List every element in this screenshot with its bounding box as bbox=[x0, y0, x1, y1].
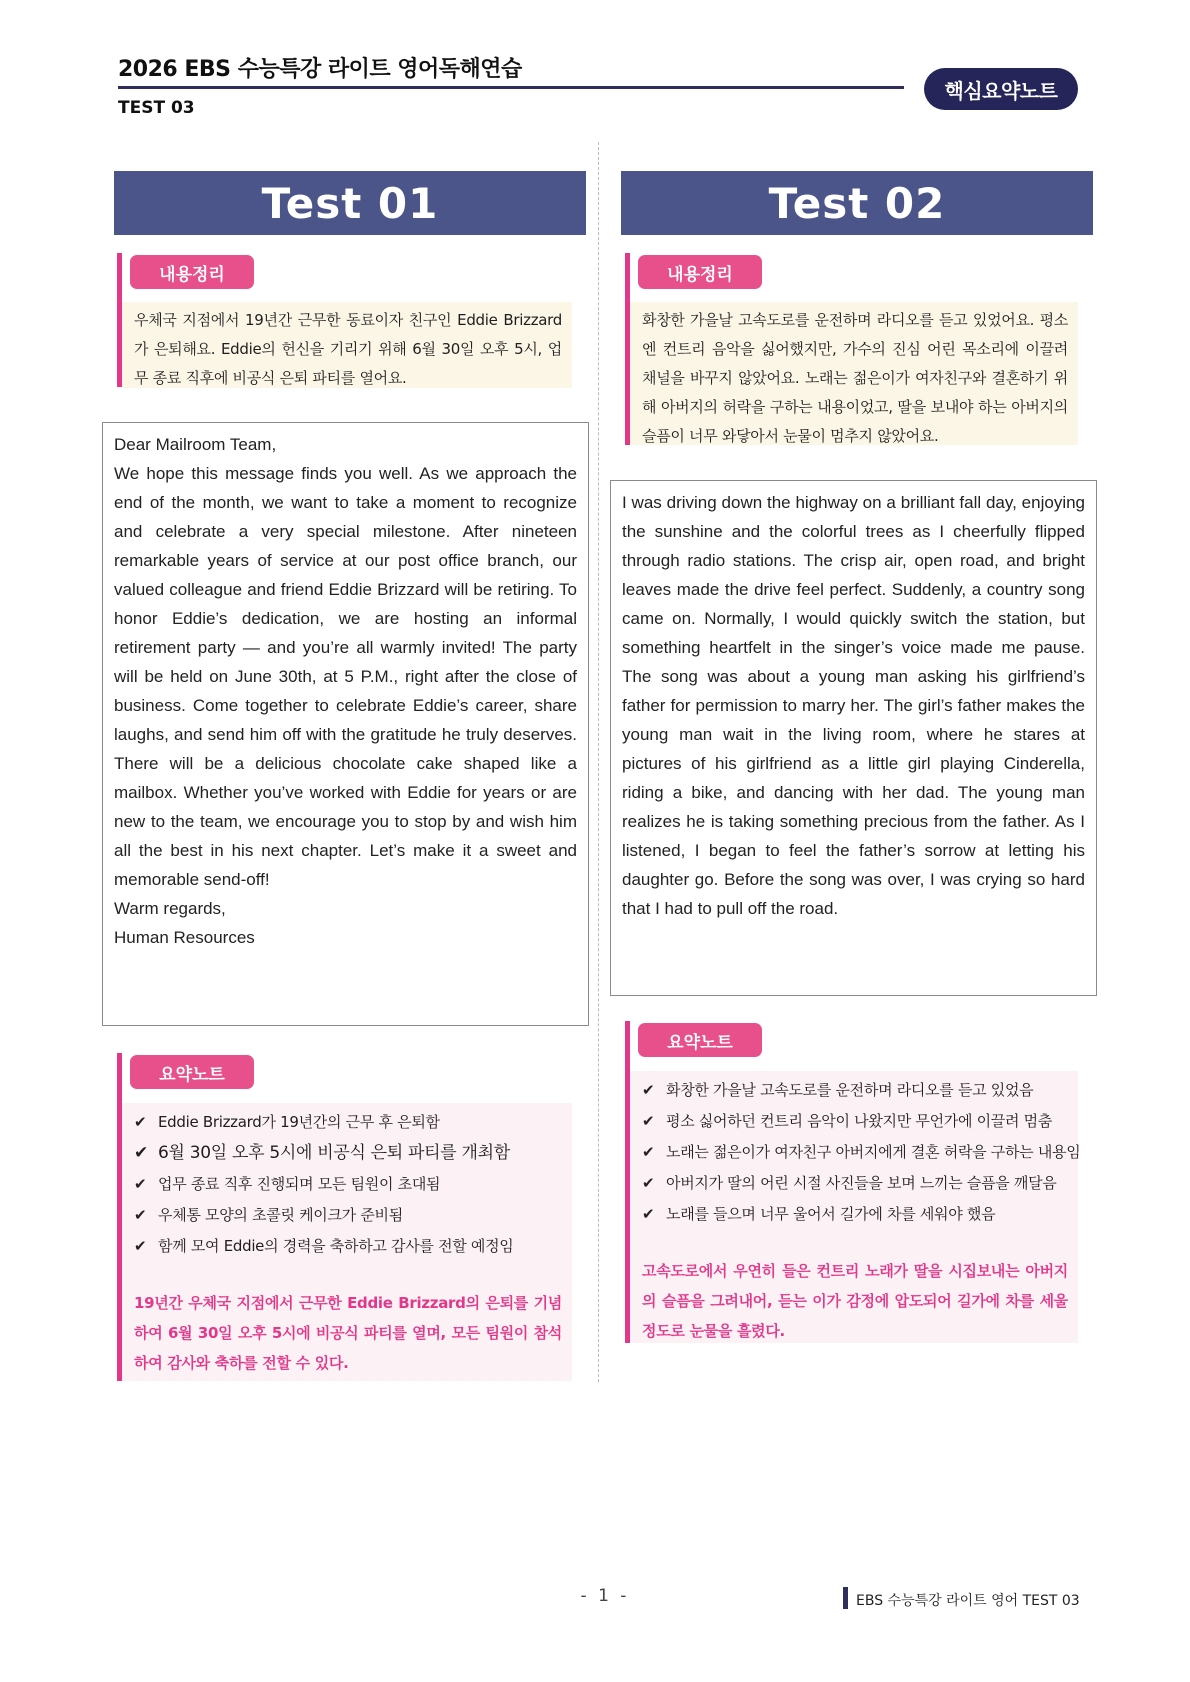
check-icon: ✔ bbox=[642, 1174, 655, 1192]
note-text: 노래를 들으며 너무 울어서 길가에 차를 세워야 했음 bbox=[666, 1205, 996, 1223]
note-item bbox=[134, 1231, 562, 1262]
summary-tag: 내용정리 bbox=[638, 255, 762, 289]
test-01-banner: Test 01 bbox=[114, 171, 586, 235]
check-icon: ✔ bbox=[134, 1237, 147, 1255]
note-summary: 19년간 우체국 지점에서 근무한 Eddie Brizzard의 은퇴를 기념하여 6월 30일 오후 5시에 비공식 파티를 열며, 모든 팀원이 참석하여 감사와 축하를 전할 수 있다. bbox=[134, 1294, 562, 1372]
note-text: 6월 30일 오후 5시에 비공식 은퇴 파티를 개최함 bbox=[158, 1143, 510, 1163]
note-tag: 요약노트 bbox=[638, 1023, 762, 1057]
check-icon: ✔ bbox=[134, 1206, 147, 1224]
note-text: 노래는 젊은이가 여자친구 아버지에게 결혼 허락을 구하는 내용임 bbox=[666, 1143, 1081, 1161]
letter-greeting: Dear Mailroom Team, bbox=[114, 435, 277, 454]
passage-test-01 bbox=[102, 422, 589, 1026]
document-title: 2026 EBS 수능특강 라이트 영어독해연습 bbox=[118, 57, 522, 82]
letter-closing: Warm regards, bbox=[114, 899, 226, 918]
column-divider bbox=[598, 142, 599, 1382]
note-text: 함께 모여 Eddie의 경력을 축하하고 감사를 전할 예정임 bbox=[158, 1237, 514, 1255]
summary-tag: 내용정리 bbox=[130, 255, 254, 289]
passage-body: I was driving down the highway on a brilliant fall day, enjoying the sunshine and the colorful trees as I cheerfully flipped through radio stations. The crisp air, open road, and bright leaves made the drive feel perfect. Suddenly, a country song came on. Normally, I would quickly switch the station, but something heartfelt in the singer’s voice made me pause. The song was about a young man asking his girlfriend’s father for permission to marry her. The girl’s father makes the young man wait in the living room, where he stares at pictures of his girlfriend as a little girl playing Cinderella, riding a bike, and dancing with her dad. The young man realizes he is taking something precious from the father. As I listened, I began to feel the father’s sorrow at letting his daughter go. Before the song was over, I was crying so hard that I had to pull off the road. bbox=[622, 493, 1085, 918]
passage-test-02 bbox=[610, 480, 1097, 996]
check-icon: ✔ bbox=[642, 1143, 655, 1161]
check-icon: ✔ bbox=[134, 1143, 148, 1163]
summary-note-box bbox=[630, 1071, 1081, 1343]
check-icon: ✔ bbox=[642, 1081, 655, 1099]
note-item bbox=[642, 1106, 1068, 1137]
note-item bbox=[642, 1075, 1068, 1106]
summary-note-box bbox=[122, 1103, 572, 1381]
test-02-banner: Test 02 bbox=[621, 171, 1093, 235]
note-item bbox=[134, 1169, 562, 1200]
note-text: 평소 싫어하던 컨트리 음악이 나왔지만 무언가에 이끌려 멈춤 bbox=[666, 1112, 1053, 1130]
content-summary: 화창한 가을날 고속도로를 운전하며 라디오를 듣고 있었어요. 평소엔 컨트리 음악을 싫어했지만, 가수의 진심 어린 목소리에 이끌려 채널을 바꾸지 않았어요. 노래는 젊은이가 여자친구와 결혼하기 위해 아버지의 허락을 구하는 내용이었고, 딸을 보내야 하는 아버지의 슬픔이 너무 와닿아서 눈물이 멈추지 않았어요. bbox=[630, 302, 1078, 445]
note-text: Eddie Brizzard가 19년간의 근무 후 은퇴함 bbox=[158, 1113, 440, 1131]
check-icon: ✔ bbox=[642, 1112, 655, 1130]
note-item bbox=[134, 1200, 562, 1231]
section-badge: 핵심요약노트 bbox=[924, 68, 1078, 110]
note-item bbox=[134, 1107, 562, 1138]
page-number: - 1 - bbox=[580, 1586, 630, 1606]
content-summary: 우체국 지점에서 19년간 근무한 동료이자 친구인 Eddie Brizzard가 은퇴해요. Eddie의 헌신을 기리기 위해 6월 30일 오후 5시, 업무 종료 직후에 비공식 은퇴 파티를 열어요. bbox=[122, 302, 572, 388]
footer-text: EBS 수능특강 라이트 영어 TEST 03 bbox=[856, 1593, 1080, 1609]
check-icon: ✔ bbox=[134, 1175, 147, 1193]
test-label: TEST 03 bbox=[118, 98, 195, 118]
note-text: 화창한 가을날 고속도로를 운전하며 라디오를 듣고 있었음 bbox=[666, 1081, 1034, 1099]
letter-signature: Human Resources bbox=[114, 928, 255, 947]
note-item bbox=[642, 1168, 1068, 1199]
header-rule bbox=[118, 86, 904, 89]
letter-body: We hope this message finds you well. As we approach the end of the month, we want to take a moment to recognize and celebrate a very special milestone. After nineteen remarkable years of service at our post office branch, our valued colleague and friend Eddie Brizzard will be retiring. To honor Eddie’s dedication, we are hosting an informal retirement party — and you’re all warmly invited! The party will be held on June 30th, at 5 P.M., right after the close of business. Come together to celebrate Eddie’s career, share laughs, and send him off with the gratitude he truly deserves. There will be a delicious chocolate cake shaped like a mailbox. Whether you’ve worked with Eddie for years or are new to the team, we encourage you to stop by and wish him all the best in his next chapter. Let’s make it a sweet and memorable send-off! bbox=[114, 464, 577, 889]
check-icon: ✔ bbox=[642, 1205, 655, 1223]
note-item bbox=[642, 1199, 1068, 1230]
check-icon: ✔ bbox=[134, 1113, 147, 1131]
note-tag: 요약노트 bbox=[130, 1055, 254, 1089]
note-item bbox=[134, 1138, 562, 1169]
note-text: 아버지가 딸의 어린 시절 사진들을 보며 느끼는 슬픔을 깨달음 bbox=[666, 1174, 1057, 1192]
note-item bbox=[642, 1137, 1081, 1168]
note-summary: 고속도로에서 우연히 들은 컨트리 노래가 딸을 시집보내는 아버지의 슬픔을 그려내어, 듣는 이가 감정에 압도되어 길가에 차를 세울 정도로 눈물을 흘렸다. bbox=[642, 1262, 1068, 1340]
note-text: 업무 종료 직후 진행되며 모든 팀원이 초대됨 bbox=[158, 1175, 441, 1193]
note-text: 우체통 모양의 초콜릿 케이크가 준비됨 bbox=[158, 1206, 403, 1224]
footer-accent-bar bbox=[843, 1587, 848, 1609]
